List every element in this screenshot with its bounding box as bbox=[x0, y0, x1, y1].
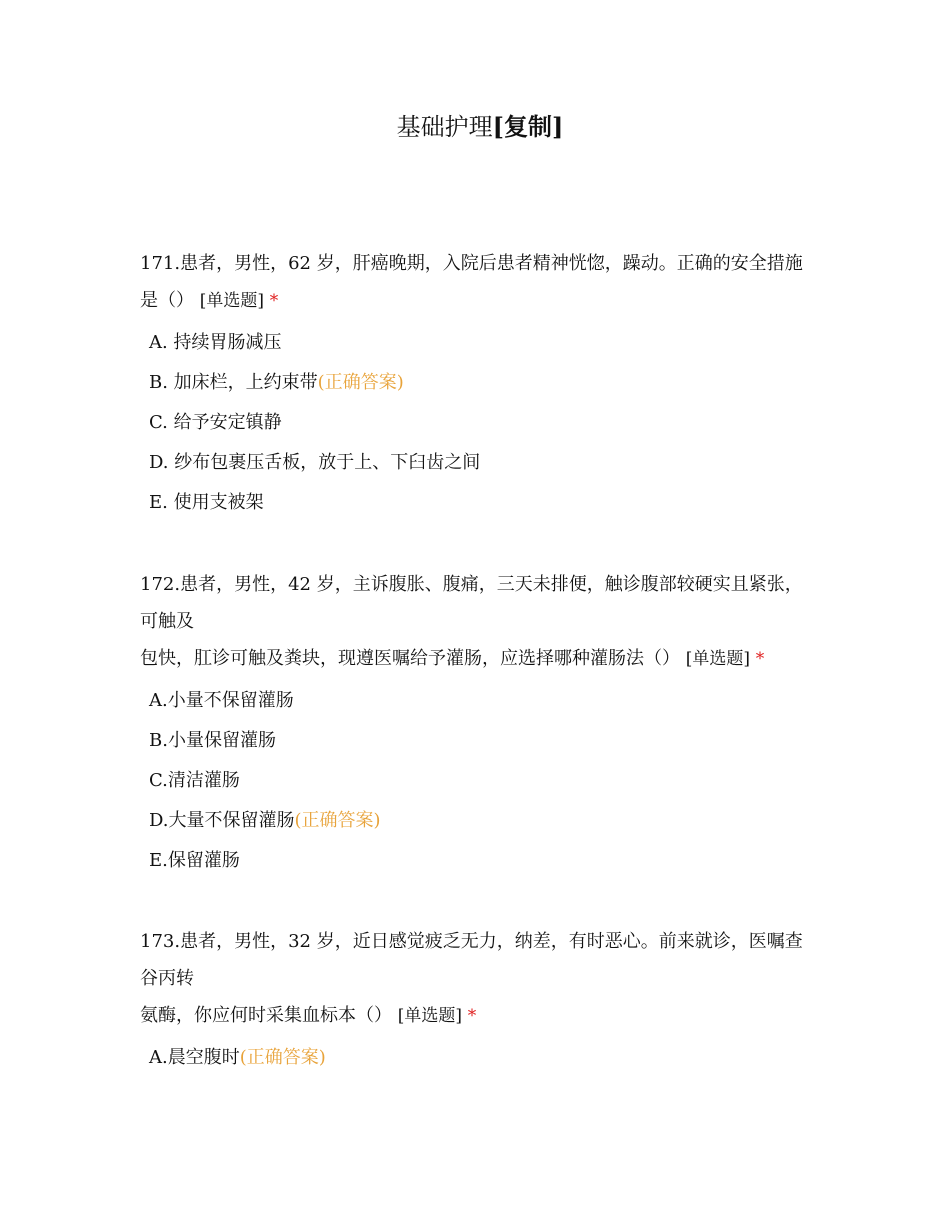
question-type-label: [单选题] bbox=[685, 649, 750, 669]
option-b[interactable] bbox=[149, 363, 820, 403]
required-mark: * bbox=[755, 649, 765, 669]
option-c[interactable] bbox=[149, 403, 820, 443]
question-text-line: 171.患者，男性，62 岁，肝癌晚期，入院后患者精神恍惚，躁动。正确的安全措施 bbox=[140, 253, 803, 274]
question-text-line: 谷丙转 bbox=[140, 968, 194, 989]
question-text-line: 173.患者，男性，32 岁，近日感觉疲乏无力，纳差，有时恶心。前来就诊，医嘱查 bbox=[140, 931, 803, 952]
question-172 bbox=[140, 566, 820, 881]
option-text: D. 纱布包裹压舌板，放于上、下臼齿之间 bbox=[149, 452, 481, 473]
option-list bbox=[140, 323, 820, 523]
correct-answer-label: (正确答案) bbox=[239, 1047, 326, 1068]
option-a[interactable] bbox=[149, 1038, 820, 1078]
question-173 bbox=[140, 923, 820, 1078]
option-list bbox=[140, 1038, 820, 1078]
question-text-line bbox=[140, 282, 820, 320]
option-text: E. 使用支被架 bbox=[149, 492, 264, 513]
option-text: E.保留灌肠 bbox=[149, 850, 240, 871]
question-text-line: 可触及 bbox=[140, 611, 194, 632]
title-main: 基础护理 bbox=[396, 113, 493, 141]
option-b[interactable] bbox=[149, 721, 820, 761]
correct-answer-label: (正确答案) bbox=[317, 372, 404, 393]
option-c[interactable] bbox=[149, 761, 820, 801]
question-type-label: [单选题] bbox=[199, 291, 264, 311]
required-mark: * bbox=[269, 291, 279, 311]
option-text: C.清洁灌肠 bbox=[149, 770, 240, 791]
option-a[interactable] bbox=[149, 323, 820, 363]
question-type-label: [单选题] bbox=[397, 1006, 462, 1026]
option-a[interactable] bbox=[149, 681, 820, 721]
option-e[interactable] bbox=[149, 841, 820, 881]
question-text-line bbox=[140, 640, 820, 678]
correct-answer-label: (正确答案) bbox=[294, 810, 381, 831]
option-text: B.小量保留灌肠 bbox=[149, 730, 276, 751]
option-text: C. 给予安定镇静 bbox=[149, 412, 282, 433]
title-suffix: [复制] bbox=[492, 112, 564, 141]
option-text: A. 持续胃肠减压 bbox=[149, 332, 282, 353]
option-list bbox=[140, 681, 820, 881]
question-text: 是（） bbox=[140, 290, 194, 311]
option-text: A.小量不保留灌肠 bbox=[149, 690, 294, 711]
required-mark: * bbox=[467, 1006, 477, 1026]
option-text: D.大量不保留灌肠 bbox=[149, 810, 295, 831]
option-d[interactable] bbox=[149, 801, 820, 841]
option-text: B. 加床栏，上约束带 bbox=[149, 372, 318, 393]
option-text: A.晨空腹时 bbox=[149, 1047, 240, 1068]
question-text: 包快，肛诊可触及粪块，现遵医嘱给予灌肠，应选择哪种灌肠法（） bbox=[140, 648, 680, 669]
question-text-line: 172.患者，男性，42 岁，主诉腹胀、腹痛，三天未排便，触诊腹部较硬实且紧张， bbox=[140, 574, 803, 595]
option-e[interactable] bbox=[149, 483, 820, 523]
question-171 bbox=[140, 245, 820, 523]
question-text: 氨酶，你应何时采集血标本（） bbox=[140, 1005, 392, 1026]
option-d[interactable] bbox=[149, 443, 820, 483]
question-text-line bbox=[140, 997, 820, 1035]
page-title bbox=[0, 110, 950, 144]
